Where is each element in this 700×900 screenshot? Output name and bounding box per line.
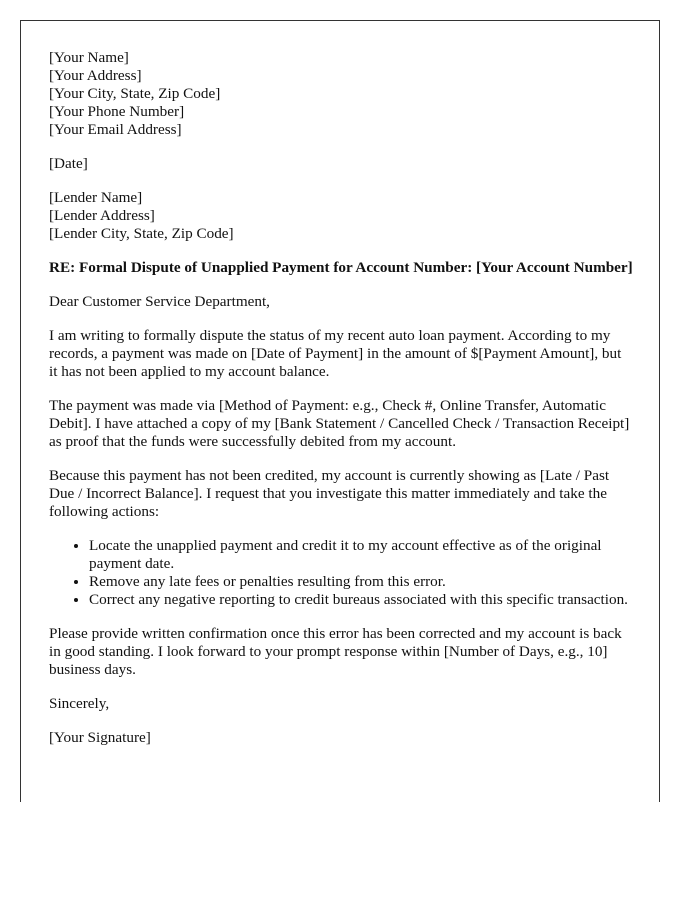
recipient-city-state-zip: [Lender City, State, Zip Code] <box>49 225 234 242</box>
recipient-address: [Lender Address] <box>49 207 155 224</box>
action-list <box>49 537 633 609</box>
body-paragraph-2: The payment was made via [Method of Payment: e.g., Check #, Online Transfer, Automatic Debit]. I have attached a copy of my [Bank Statement / Cancelled Check / Transaction Receipt] as proof that the funds were successfully debited from my account. <box>49 397 630 450</box>
action-item-remove-fees: • Remove any late fees or penalties resulting from this error. <box>89 573 633 591</box>
salutation: Dear Customer Service Department, <box>49 293 270 310</box>
recipient-block <box>49 189 633 243</box>
sender-email: [Your Email Address] <box>49 121 182 138</box>
sender-phone: [Your Phone Number] <box>49 103 185 120</box>
signature: [Your Signature] <box>49 729 151 746</box>
closing-paragraph: Please provide written confirmation once this error has been corrected and my account is back in good standing. I look forward to your prompt response within [Number of Days, e.g., 10] business days. <box>49 625 622 678</box>
action-item-correct-reporting: • Correct any negative reporting to credit bureaus associated with this specific transaction. <box>89 591 633 609</box>
recipient-name: [Lender Name] <box>49 189 143 206</box>
body-paragraph-1: I am writing to formally dispute the status of my recent auto loan payment. According to my records, a payment was made on [Date of Payment] in the amount of $[Payment Amount], but it has not been applied to my account balance. <box>49 327 622 380</box>
sender-address: [Your Address] <box>49 67 142 84</box>
letter-date: [Date] <box>49 155 88 172</box>
date-block <box>49 155 633 173</box>
letter-content <box>49 49 633 763</box>
sender-name: [Your Name] <box>49 49 129 66</box>
closing: Sincerely, <box>49 695 110 712</box>
letter-page <box>20 20 660 802</box>
action-item-locate-payment: • Locate the unapplied payment and credit it to my account effective as of the original payment date. <box>89 537 633 573</box>
sender-block <box>49 49 633 139</box>
subject-line: RE: Formal Dispute of Unapplied Payment for Account Number: [Your Account Number] <box>49 259 633 276</box>
body-paragraph-3: Because this payment has not been credited, my account is currently showing as [Late / Past Due / Incorrect Balance]. I request that you investigate this matter immediately and take the following actions: <box>49 467 610 520</box>
sender-city-state-zip: [Your City, State, Zip Code] <box>49 85 221 102</box>
